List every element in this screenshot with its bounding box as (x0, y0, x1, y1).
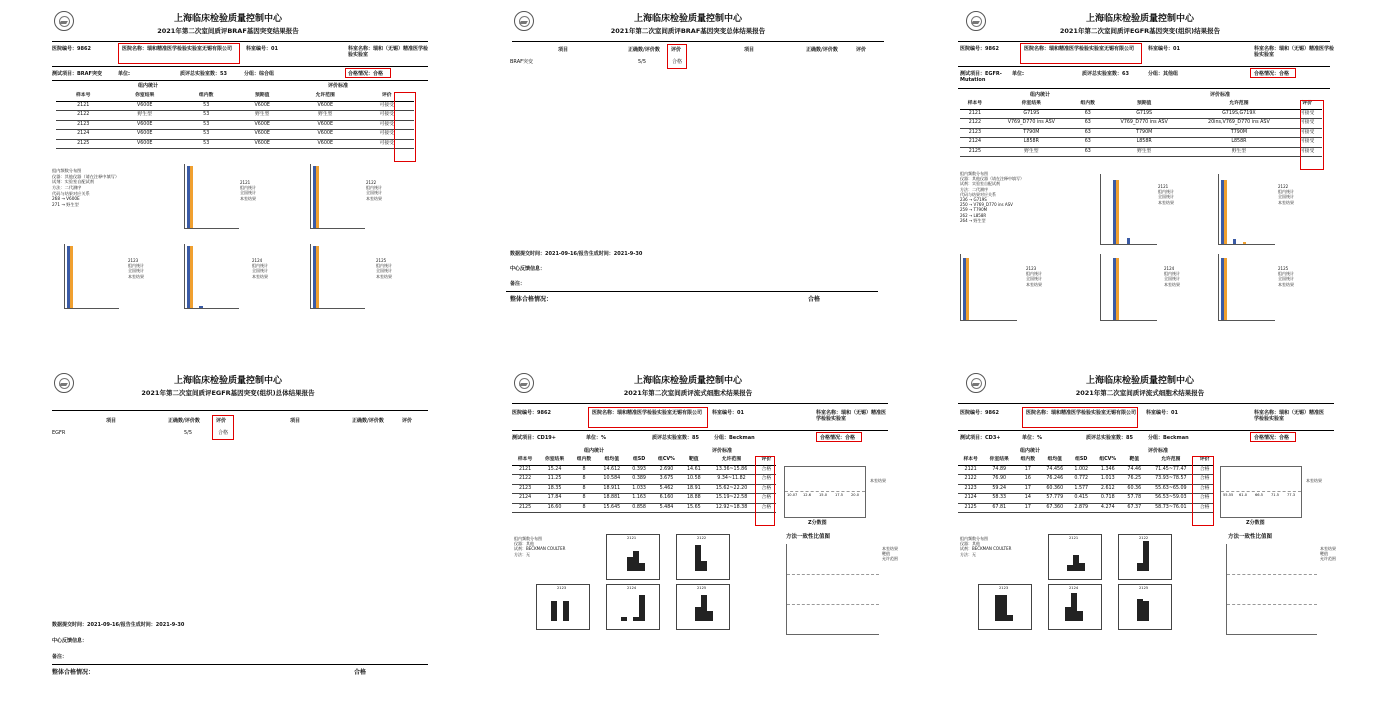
table-row: 2122 11.25 8 10.584 0.389 3.675 10.58 9.34~11.82 合格 (512, 475, 776, 485)
table-row: 2125 16.60 8 15.645 0.858 5.484 15.65 12.92~18.38 合格 (512, 503, 776, 513)
freq-chart (960, 254, 1017, 321)
table-row: 2124 58.33 14 57.779 0.415 0.718 57.78 56.53~59.03 合格 (958, 494, 1214, 504)
histogram-2122: 2122 (1118, 534, 1172, 580)
eval-column-highlight (394, 92, 416, 162)
notes-block: 组内频数分布图 仪器：其他仪器（请在注释中填写） 试剂：实验室自配试剂 方法：二代测序 代码与结果对应关系 236 → G719S 250 → V769_D770 ins ASV 259 → T790M 262 → L858R 264 → 野生型 (960, 171, 1024, 223)
dept-name: 科室名称：瑞和（无锡）精准医学检验实验室 (348, 46, 429, 59)
unit-label: 单位: (118, 71, 130, 77)
item-egfr: EGFR (52, 430, 66, 436)
freq-chart-2125 (310, 244, 365, 309)
table-row: 2125 V600E 53 V600E V600E 可接受 (56, 139, 414, 149)
group-label: 分组：综合组 (244, 71, 275, 77)
results-table: 样本号 你室结果 组内数 组均值 组SD 组CV% 靶值 允许范围 评价 2121 15.24 8 14.612 0.393 2.690 14.61 13.36~15.86 合格 2122 11.25 8 10.584 0.389 3.675 10.58 9.34~11.82 合格 2123 18.35 8 18.911 1.033 5.462 18.91 15.62~22.20 合格 2124 17.84 8 18.881 1.163 6.160 18.88 15.19~22.58 合格 2125 16.60 8 15.645 0.858 5.484 15.65 12.92~18.38 合格 (512, 456, 776, 513)
hospital-name-highlight (118, 43, 240, 64)
report-page-braf: 上海临床检验质量控制中心 2021年第二次室间质评BRAF基因突变结果报告 医院编号：9862 医院名称：瑞和精准医学检验实验室无锡有限公司 科室编号：01 科室名称：瑞和（无锡）精准医学检验实验室 测试项目：BRAF突变 单位: 质评总实验室数：53 分组：综合组 合格情况：合格 组内统计 评价标准 样本号 你室结果 组内数 预期值 允许范围 评价 2121 V600E 53 V600E V600E 可接受 2122 野生型 53 野生型 野生型 可接受 2123 V600E 53 V600E V600E 可接受 2124 V600E 53 V600E V600E 可接受 2125 V600E 53 V600E V600E 可接受 组内频数分布图 仪器：其他仪器（请在注释中填写） 试剂：实验室自配试剂 方法：二代测序 代码与结果对应关系 268 → V600E 271 → 野生型 2121 组内统计 全国统计 本室结果 2122 组内统计 全国统计 本室结果 2123 组内统计 全国统计 本室结果 2124 组内统计 全国统计 本室结果 2125 组内统计 全国统计 本室结果 (8, 8, 448, 348)
histogram-2124: 2124 (1048, 584, 1102, 630)
ratio-chart (786, 544, 879, 635)
freq-chart-2121 (184, 164, 239, 229)
freq-chart (1218, 254, 1275, 321)
overall-status: 合格情况：合格 (348, 71, 384, 77)
table-row: 2121 V600E 53 V600E V600E 可接受 (56, 101, 414, 111)
z-score-chart: 55.55 61.0 66.5 71.5 77.3 (1220, 466, 1302, 518)
table-row: 2122 V769_D770 ins ASV 63 V769_D770 ins ASV 20ins,V769_D770 ins ASV 可接受 (960, 119, 1322, 129)
overall-result: 合格 (808, 296, 821, 303)
histogram-2122: 2122 (676, 534, 730, 580)
table-row: 2124 L858R 63 L858R L858R 可接受 (960, 138, 1322, 148)
table-row: 2122 野生型 53 野生型 野生型 可接受 (56, 111, 414, 121)
page-title: 上海临床检验质量控制中心 (173, 14, 282, 24)
ratio-chart (1226, 544, 1317, 635)
z-score-chart: 10.07 12.6 15.0 17.5 20.0 (784, 466, 866, 518)
divider (52, 41, 428, 42)
report-page-egfr-summary: 上海临床检验质量控制中心 2021年第二次室间质评EGFR基因突变(组织)总体结果报告 项目 正确数/评价数 评价 项目 正确数/评价数 评价 EGFR 5/5 合格 数据提交时间：2021-09-16/报告生成时间：2021-9-30 中心反馈信息： 备注： 整体合格情况： 合格 (8, 370, 448, 710)
item-braf: BRAF突变 (510, 59, 533, 65)
hospital-no: 医院编号：9862 (52, 46, 91, 52)
table-row: 2121 G719S 63 G719S G719S,G719X 可接受 (960, 109, 1322, 119)
eval-highlight (667, 44, 687, 69)
results-table: 样本号 你室结果 组内数 预期值 允许范围 评价 2121 G719S 63 G719S G719S,G719X 可接受 2122 V769_D770 ins ASV 63 V769_D770 ins ASV 20ins,V769_D770 ins ASV 可接受 2123 T790M 63 T790M T790M 可接受 2124 L858R 63 L858R L858R 可接受 2125 野生型 63 野生型 野生型 可接受 (960, 100, 1322, 157)
table-row: 2123 V600E 53 V600E V600E 可接受 (56, 120, 414, 130)
freq-chart-2124 (184, 244, 239, 309)
notes-block: 组内频数分布图 仪器：其他仪器（请在注释中填写） 试剂：实验室自配试剂 方法：二代测序 代码与结果对应关系 268 → V600E 271 → 野生型 (52, 168, 120, 208)
histogram-2124: 2124 (606, 584, 660, 630)
histogram-2123: 2123 (536, 584, 590, 630)
table-row: 2124 V600E 53 V600E V600E 可接受 (56, 130, 414, 140)
results-table: 样本号 你室结果 组内数 预期值 允许范围 评价 2121 V600E 53 V600E V600E 可接受 2122 野生型 53 野生型 野生型 可接受 2123 V600E 53 V600E V600E 可接受 2124 V600E 53 V600E V600E 可接受 2125 V600E 53 V600E V600E 可接受 (56, 92, 414, 149)
dept-no: 科室编号：01 (246, 46, 278, 52)
histogram-2125: 2125 (676, 584, 730, 630)
status-highlight (345, 68, 391, 78)
freq-chart-2122 (310, 164, 365, 229)
histogram-2123: 2123 (978, 584, 1032, 630)
hospital-name: 医院名称：瑞和精准医学检验实验室无锡有限公司 (122, 46, 233, 52)
table-row: 2125 67.81 17 67.360 2.879 4.274 67.37 58.73~76.01 合格 (958, 503, 1214, 513)
test-item: 测试项目：BRAF突变 (52, 71, 102, 77)
freq-chart-2123 (64, 244, 119, 309)
report-page-flow-cd3: 上海临床检验质量控制中心 2021年第二次室间质评流式细胞术结果报告 医院编号：9862 医院名称：瑞和精准医学检验实验室无锡有限公司 科室编号：01 科室名称：瑞和（无锡）精准医学检验实验室 测试项目：CD3+ 单位：% 质评总实验室数：85 分组：Beckman 合格情况：合格 组内统计 评价标准 样本号 你室结果 组内数 组均值 组SD 组CV% 靶值 允许范围 评价 2121 74.89 17 74.456 1.002 1.346 74.46 71.45~77.47 合格 2122 76.90 16 76.246 0.772 1.013 76.25 73.93~78.57 合格 2123 59.24 17 60.360 1.577 2.612 60.36 55.63~65.09 合格 2124 58.33 14 57.779 0.415 0.718 57.78 56.53~59.03 合格 2125 67.81 17 67.360 2.879 4.274 67.37 58.73~76.01 合格 55.55 61.0 66.5 71.5 77.3 本室结果 Z分数图 组内频数分布图 仪器：其他 试剂：BECKMAN COULTER 方法：无 2121 2122 2123 2124 2125 方法一致性比值图 本室结果 靶值 允许范围 (920, 370, 1360, 710)
lab-count: 质评总实验室数：53 (180, 71, 227, 77)
table-row: 2125 野生型 63 野生型 野生型 可接受 (960, 147, 1322, 157)
report-subtitle: 2021年第二次室间质评BRAF基因突变结果报告 (157, 27, 299, 35)
histogram-2121: 2121 (606, 534, 660, 580)
table-row: 2122 76.90 16 76.246 0.772 1.013 76.25 73.93~78.57 合格 (958, 475, 1214, 485)
freq-chart (1218, 174, 1275, 245)
table-row: 2123 59.24 17 60.360 1.577 2.612 60.36 55.63~65.09 合格 (958, 484, 1214, 494)
table-row: 2123 18.35 8 18.911 1.033 5.462 18.91 15.62~22.20 合格 (512, 484, 776, 494)
table-row: 2123 T790M 63 T790M T790M 可接受 (960, 128, 1322, 138)
table-row: 2124 17.84 8 18.881 1.163 6.160 18.88 15.19~22.58 合格 (512, 494, 776, 504)
histogram-2121: 2121 (1048, 534, 1102, 580)
report-page-egfr: 上海临床检验质量控制中心 2021年第二次室间质评EGFR基因突变(组织)结果报告 医院编号：9862 医院名称：瑞和精准医学检验实验室无锡有限公司 科室编号：01 科室名称：瑞和（无锡）精准医学检验实验室 测试项目：EGFR-Mutation 单位: 质评总实验室数：63 分组：其他组 合格情况：合格 组内统计 评价标准 样本号 你室结果 组内数 预期值 允许范围 评价 2121 G719S 63 G719S G719S,G719X 可接受 2122 V769_D770 ins ASV 63 V769_D770 ins ASV 20ins,V769_D770 ins ASV 可接受 2123 T790M 63 T790M T790M 可接受 2124 L858R 63 L858R L858R 可接受 2125 野生型 63 野生型 野生型 可接受 组内频数分布图 仪器：其他仪器（请在注释中填写） 试剂：实验室自配试剂 方法：二代测序 代码与结果对应关系 236 → G719S 250 → V769_D770 ins ASV 259 → T790M 262 → L858R 264 → 野生型 2121 组内统计 全国统计 本室结果 2122 组内统计 全国统计 本室结果 2123 组内统计 全国统计 本室结果 2124 组内统计 全国统计 本室结果 2125 组内统计 全国统计 本室结果 (920, 8, 1360, 348)
report-page-flow-cd19: 上海临床检验质量控制中心 2021年第二次室间质评流式细胞术结果报告 医院编号：9862 医院名称：瑞和精准医学检验实验室无锡有限公司 科室编号：01 科室名称：瑞和（无锡）精准医学检验实验室 测试项目：CD19+ 单位：% 质评总实验室数：85 分组：Beckman 合格情况：合格 组内统计 评价标准 样本号 你室结果 组内数 组均值 组SD 组CV% 靶值 允许范围 评价 2121 15.24 8 14.612 0.393 2.690 14.61 13.36~15.86 合格 2122 11.25 8 10.584 0.389 3.675 10.58 9.34~11.82 合格 2123 18.35 8 18.911 1.033 5.462 18.91 15.62~22.20 合格 2124 17.84 8 18.881 1.163 6.160 18.88 15.19~22.58 合格 2125 16.60 8 15.645 0.858 5.484 15.65 12.92~18.38 合格 10.07 12.6 15.0 17.5 20.0 本室结果 Z分数图 组内频数分布图 仪器：其他 试剂：BECKMAN COULTER 方法：无 2121 2122 2123 2124 2125 方法一致性比值图 本室结果 靶值 允许范围 (468, 370, 908, 710)
freq-chart (1100, 174, 1157, 245)
report-page-braf-summary: 上海临床检验质量控制中心 2021年第二次室间质评BRAF基因突变总体结果报告 项目 正确数/评价数 评价 项目 正确数/评价数 评价 BRAF突变 5/5 合格 数据提交时间：2021-09-16/报告生成时间：2021-9-30 中心反馈信息： 备注： 整体合格情况： 合格 (468, 8, 908, 348)
table-row: 2121 15.24 8 14.612 0.393 2.690 14.61 13.36~15.86 合格 (512, 465, 776, 475)
results-table: 样本号 你室结果 组内数 组均值 组SD 组CV% 靶值 允许范围 评价 2121 74.89 17 74.456 1.002 1.346 74.46 71.45~77.47 合格 2122 76.90 16 76.246 0.772 1.013 76.25 73.93~78.57 合格 2123 59.24 17 60.360 1.577 2.612 60.36 55.63~65.09 合格 2124 58.33 14 57.779 0.415 0.718 57.78 56.53~59.03 合格 2125 67.81 17 67.360 2.879 4.274 67.37 58.73~76.01 合格 (958, 456, 1214, 513)
table-row: 2121 74.89 17 74.456 1.002 1.346 74.46 71.45~77.47 合格 (958, 465, 1214, 475)
freq-chart (1100, 254, 1157, 321)
histogram-2125: 2125 (1118, 584, 1172, 630)
